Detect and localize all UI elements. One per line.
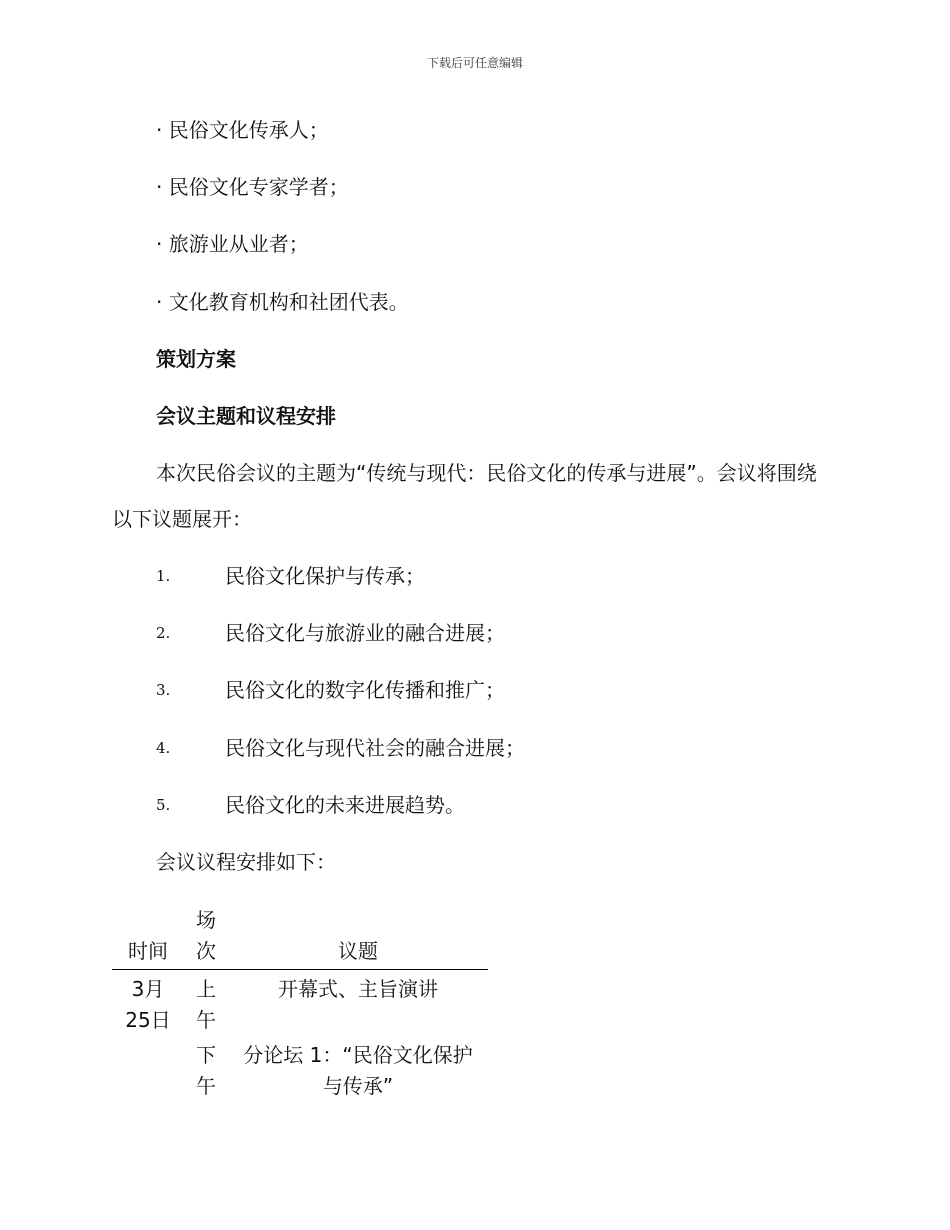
topic-text: 民俗文化与旅游业的融合进展； xyxy=(225,621,505,645)
topic-number: 5. xyxy=(156,796,171,814)
table-header-row xyxy=(112,905,488,970)
topic-text: 民俗文化保护与传承； xyxy=(225,564,425,588)
topic-text: 民俗文化的数字化传播和推广； xyxy=(225,678,505,702)
table-row xyxy=(112,1036,488,1102)
participant-item: · 文化教育机构和社团代表。 xyxy=(156,290,409,314)
cell-time: 3月 25日 xyxy=(125,977,171,1032)
page-header: 下载后可任意编辑 xyxy=(426,56,523,70)
cell-time xyxy=(112,1036,184,1102)
agenda-intro: 会议议程安排如下： xyxy=(156,850,336,874)
header-time: 时间 xyxy=(112,905,184,970)
topic-number: 3. xyxy=(156,681,171,699)
topic-number: 4. xyxy=(156,739,171,757)
heading-theme-agenda: 会议主题和议程安排 xyxy=(156,404,336,428)
participant-item: · 民俗文化传承人； xyxy=(156,118,329,142)
topic-text: 民俗文化与现代社会的融合进展； xyxy=(225,736,525,760)
topic-number: 2. xyxy=(156,624,171,642)
heading-plan: 策划方案 xyxy=(156,347,236,371)
topic-text: 民俗文化的未来进展趋势。 xyxy=(225,793,465,817)
header-session: 场次 xyxy=(184,905,228,970)
cell-topic: 分论坛 1：“民俗文化保护与传承” xyxy=(243,1043,473,1098)
participant-item: · 旅游业从业者； xyxy=(156,232,309,256)
cell-session: 上午 xyxy=(196,977,216,1032)
header-topic: 议题 xyxy=(228,905,488,970)
cell-session: 下午 xyxy=(196,1043,216,1098)
table-row xyxy=(112,970,488,1037)
cell-topic: 开幕式、主旨演讲 xyxy=(278,977,438,1001)
agenda-table xyxy=(112,905,488,1102)
topic-number: 1. xyxy=(156,567,171,585)
participant-item: · 民俗文化专家学者； xyxy=(156,175,349,199)
intro-paragraph: 本次民俗会议的主题为“传统与现代：民俗文化的传承与进展”。会议将围绕以下议题展开： xyxy=(112,461,817,531)
